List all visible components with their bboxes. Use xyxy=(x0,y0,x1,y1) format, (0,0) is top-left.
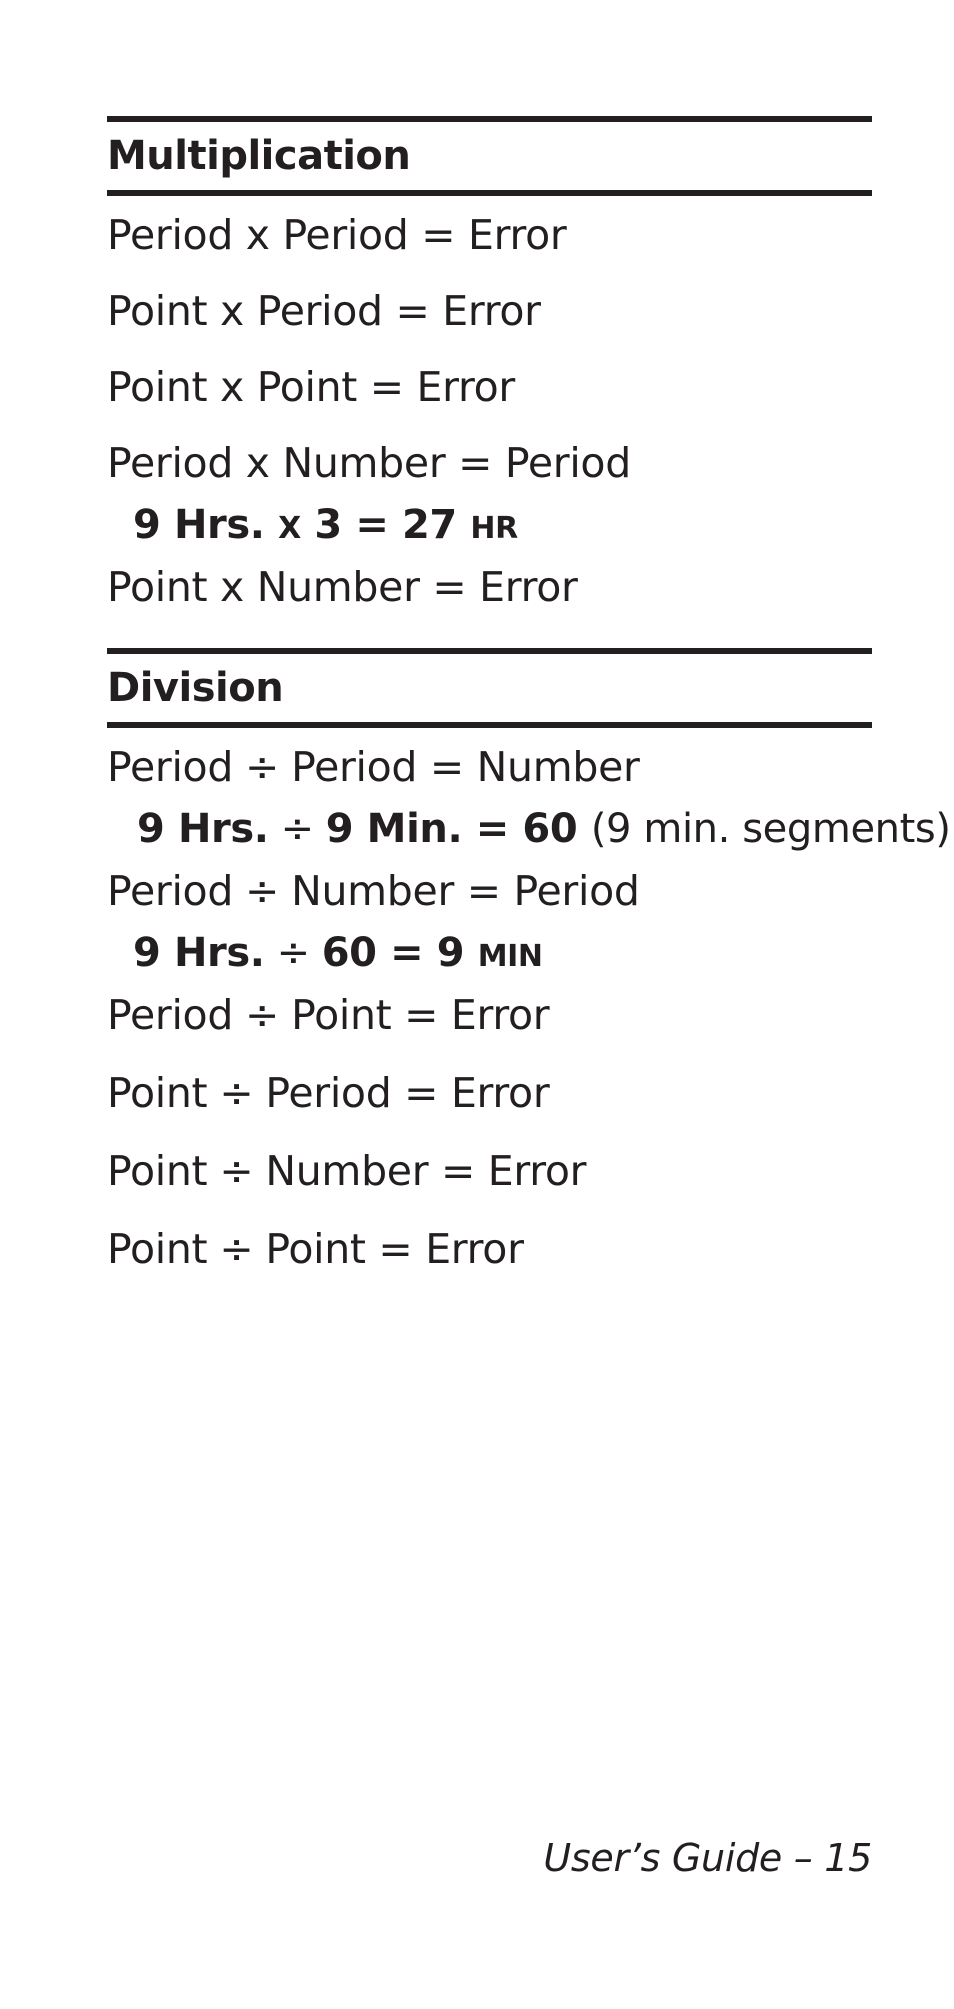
divide-sign-icon: ÷ xyxy=(276,930,310,976)
rule-point-x-point: Point x Point = Error xyxy=(107,363,515,411)
divide-sign-icon: ÷ xyxy=(245,867,280,915)
example-operator: X xyxy=(278,511,301,546)
example-operand-a: 9 Hrs. xyxy=(133,502,265,548)
division-rules xyxy=(107,742,951,1274)
rule-period-x-period: Period x Period = Error xyxy=(107,211,567,259)
rule-period-div-period: Period ÷ Period = Number xyxy=(107,743,640,791)
example-equals: = xyxy=(355,502,389,548)
manual-page xyxy=(107,116,951,1274)
division-title: Division xyxy=(107,665,284,711)
multiplication-example xyxy=(107,500,872,550)
multiplication-title: Multiplication xyxy=(107,133,411,179)
example-note: (9 min. segments) xyxy=(590,806,951,852)
rule-period-div-number: Period ÷ Number = Period xyxy=(107,867,640,915)
multiplication-rules xyxy=(107,210,872,612)
example-unit: HR xyxy=(470,511,518,546)
divide-sign-icon: ÷ xyxy=(219,1147,254,1195)
example-result: 27 xyxy=(402,502,457,548)
example-unit: MIN xyxy=(477,939,543,974)
divide-sign-icon: ÷ xyxy=(245,991,280,1039)
rule-point-div-point: Point ÷ Point = Error xyxy=(107,1225,524,1273)
example-operand-b: 3 xyxy=(314,502,342,548)
divide-sign-icon: ÷ xyxy=(245,743,280,791)
division-header xyxy=(107,648,872,728)
divide-sign-icon: ÷ xyxy=(219,1225,254,1273)
rule-period-div-point: Period ÷ Point = Error xyxy=(107,991,550,1039)
division-example-1: 9 Hrs. ÷ 9 Min. = 60 (9 min. segments) xyxy=(137,806,951,852)
rule-point-x-period: Point x Period = Error xyxy=(107,287,541,335)
rule-period-x-number: Period x Number = Period xyxy=(107,439,631,487)
divide-sign-icon: ÷ xyxy=(219,1069,254,1117)
division-example-2: 9 Hrs. ÷ 60 = 9 MIN xyxy=(133,930,543,976)
multiplication-header xyxy=(107,116,872,196)
divide-sign-icon: ÷ xyxy=(280,806,314,852)
rule-point-x-number: Point x Number = Error xyxy=(107,563,578,611)
rule-point-div-number: Point ÷ Number = Error xyxy=(107,1147,587,1195)
page-footer: User’s Guide – 15 xyxy=(543,1836,872,1880)
rule-point-div-period: Point ÷ Period = Error xyxy=(107,1069,550,1117)
